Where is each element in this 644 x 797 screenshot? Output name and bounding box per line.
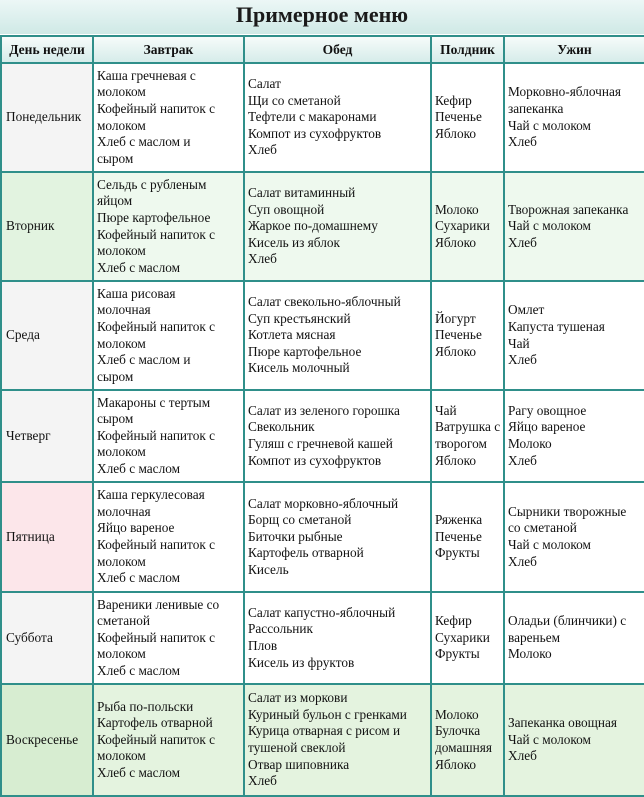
menu-item: Хлеб с маслом <box>97 662 181 678</box>
menu-item: Ватрушка с <box>435 419 500 435</box>
table-row <box>1 390 644 482</box>
menu-item: Кофейный напиток с <box>97 629 216 645</box>
menu-item: Салат из моркови <box>248 690 348 706</box>
menu-item: яйцом <box>97 193 133 209</box>
day-cell: Пятница <box>1 482 93 592</box>
menu-item: молоком <box>97 748 146 764</box>
menu-item: Хлеб <box>248 251 277 267</box>
menu-item: Салат <box>248 76 281 92</box>
menu-item: Куриный бульон с гренками <box>248 706 407 722</box>
day-cell: Вторник <box>1 172 93 281</box>
snack-cell <box>431 684 504 796</box>
menu-item: Сельдь с рубленым <box>97 176 207 192</box>
menu-item: Суп овощной <box>248 201 325 217</box>
breakfast-cell <box>93 592 244 684</box>
menu-item: Плов <box>248 638 278 653</box>
menu-item: Яблоко <box>435 125 477 141</box>
menu-item: Сухарики <box>435 629 490 645</box>
menu-item: Печенье <box>435 327 482 343</box>
menu-item: Отвар шиповника <box>248 756 350 772</box>
menu-item: творогом <box>435 436 487 451</box>
menu-item: Жаркое по-домашнему <box>248 218 378 234</box>
menu-item: Хлеб <box>248 142 277 158</box>
snack-cell <box>431 592 504 684</box>
menu-item: Чай <box>508 335 530 351</box>
menu-item: Фрукты <box>435 646 480 662</box>
menu-item: Хлеб с маслом <box>97 259 181 275</box>
menu-item: Запеканка овощная <box>508 715 618 731</box>
menu-item: тушеной свеклой <box>248 740 346 755</box>
breakfast-cell <box>93 172 244 281</box>
menu-item: Кисель из яблок <box>248 234 340 250</box>
menu-item: Кисель молочный <box>248 360 350 376</box>
header-snack: Полдник <box>431 36 504 63</box>
day-cell: Суббота <box>1 592 93 684</box>
day-cell: Среда <box>1 281 93 390</box>
menu-item: Яйцо вареное <box>97 520 175 536</box>
snack-cell <box>431 281 504 390</box>
menu-item: Яйцо вареное <box>508 419 586 435</box>
day-cell: Четверг <box>1 390 93 482</box>
menu-item: Каша рисовая <box>97 285 176 301</box>
menu-item: Тефтели с макаронами <box>248 109 377 125</box>
breakfast-cell <box>93 63 244 172</box>
table-row <box>1 482 644 592</box>
menu-item: Фрукты <box>435 545 480 561</box>
menu-item: молоком <box>97 243 146 259</box>
menu-item: молоком <box>97 444 146 460</box>
dinner-cell <box>504 684 644 796</box>
menu-item: Кофейный напиток с <box>97 226 216 242</box>
menu-item: Кисель <box>248 561 289 577</box>
day-cell: Понедельник <box>1 63 93 172</box>
menu-item: Кофейный напиток с <box>97 318 216 334</box>
menu-item: Рассольник <box>248 621 313 637</box>
menu-item: Булочка <box>435 723 481 739</box>
table-body <box>1 63 644 796</box>
menu-item: Хлеб <box>508 134 537 150</box>
table-row <box>1 592 644 684</box>
lunch-cell <box>244 684 431 796</box>
lunch-cell <box>244 592 431 684</box>
breakfast-cell <box>93 684 244 796</box>
lunch-cell <box>244 390 431 482</box>
table-header-row <box>1 36 644 63</box>
menu-item: Хлеб с маслом <box>97 460 181 476</box>
menu-item: Ряженка <box>435 512 483 528</box>
dinner-cell <box>504 592 644 684</box>
snack-cell <box>431 63 504 172</box>
header-day: День недели <box>1 36 93 63</box>
breakfast-cell <box>93 281 244 390</box>
menu-item: Молоко <box>508 646 552 662</box>
menu-item: домашняя <box>435 740 492 755</box>
menu-item: Яблоко <box>435 452 477 468</box>
menu-item: Хлеб с маслом <box>97 570 181 586</box>
lunch-cell <box>244 281 431 390</box>
menu-item: молоком <box>97 117 146 133</box>
menu-item: Морковно-яблочная <box>508 84 622 100</box>
menu-item: Хлеб <box>508 234 537 250</box>
menu-item: Кофейный напиток с <box>97 427 216 443</box>
menu-item: Чай с молоком <box>508 537 591 552</box>
menu-item: Кисель из фруктов <box>248 654 355 670</box>
menu-item: Свекольник <box>248 419 315 435</box>
menu-item: Оладьи (блинчики) с <box>508 613 627 629</box>
menu-item: Сырники творожные <box>508 503 627 519</box>
menu-item: Молоко <box>435 706 479 722</box>
menu-item: Чай с молоком <box>508 731 591 747</box>
menu-item: Хлеб <box>508 553 537 569</box>
menu-item: Яблоко <box>435 756 477 772</box>
menu-item: Салат свекольно-яблочный <box>248 294 401 310</box>
dinner-cell <box>504 172 644 281</box>
menu-item: сметаной <box>97 613 150 629</box>
breakfast-cell <box>93 482 244 592</box>
header-lunch: Обед <box>244 36 431 63</box>
menu-item: Суп крестьянский <box>248 310 351 326</box>
menu-item: Компот из сухофруктов <box>248 125 382 141</box>
snack-cell <box>431 390 504 482</box>
menu-item: молоком <box>97 553 146 569</box>
menu-item: Чай с молоком <box>508 117 591 133</box>
menu-item: Картофель отварной <box>248 545 364 561</box>
header-breakfast: Завтрак <box>93 36 244 63</box>
menu-item: Каша геркулесовая <box>97 487 205 503</box>
menu-item: Вареники ленивые со <box>97 596 220 612</box>
header-dinner: Ужин <box>504 36 644 63</box>
menu-item: Щи со сметаной <box>248 92 341 108</box>
menu-item: сыром <box>97 150 134 166</box>
menu-item: молоком <box>97 84 146 100</box>
menu-item: Кофейный напиток с <box>97 537 216 552</box>
menu-item: Кефир <box>435 613 472 629</box>
dinner-cell <box>504 63 644 172</box>
menu-item: Курица отварная с рисом и <box>248 723 401 739</box>
menu-item: Печенье <box>435 528 482 544</box>
menu-item: Хлеб <box>508 748 537 764</box>
menu-item: Салат капустно-яблочный <box>248 604 396 620</box>
day-cell: Воскресенье <box>1 684 93 796</box>
menu-item: Салат витаминный <box>248 185 356 201</box>
menu-item: Сухарики <box>435 218 490 234</box>
menu-item: Биточки рыбные <box>248 528 343 544</box>
menu-item: молочная <box>97 503 151 519</box>
lunch-cell <box>244 172 431 281</box>
menu-item: Салат из зеленого горошка <box>248 402 400 418</box>
menu-table <box>0 35 644 797</box>
menu-item: Хлеб <box>508 352 537 368</box>
table-row <box>1 63 644 172</box>
menu-item: Хлеб <box>508 452 537 468</box>
menu-item: Рыба по-польски <box>97 698 194 714</box>
menu-item: Кофейный напиток с <box>97 731 216 747</box>
table-row <box>1 281 644 390</box>
menu-item: сыром <box>97 411 134 427</box>
menu-item: Макароны с тертым <box>97 394 211 410</box>
breakfast-cell <box>93 390 244 482</box>
snack-cell <box>431 172 504 281</box>
menu-item: молоком <box>97 646 146 662</box>
lunch-cell <box>244 482 431 592</box>
menu-item: Хлеб с маслом <box>97 764 181 780</box>
dinner-cell <box>504 390 644 482</box>
menu-item: Пюре картофельное <box>248 343 362 359</box>
lunch-cell <box>244 63 431 172</box>
table-row <box>1 172 644 281</box>
menu-item: Борщ со сметаной <box>248 512 352 528</box>
menu-item: Гуляш с гречневой кашей <box>248 436 393 451</box>
menu-item: вареньем <box>508 629 561 645</box>
menu-item: запеканка <box>508 100 564 116</box>
menu-item: Рагу овощное <box>508 402 587 418</box>
menu-item: Хлеб <box>248 773 277 789</box>
menu-item: Салат морковно-яблочный <box>248 495 399 511</box>
snack-cell <box>431 482 504 592</box>
page-title: Примерное меню <box>0 0 644 34</box>
menu-item: Котлета мясная <box>248 327 336 343</box>
menu-item: Хлеб с маслом и <box>97 134 191 150</box>
table-row <box>1 684 644 796</box>
menu-item: молоком <box>97 335 146 351</box>
menu-item: со сметаной <box>508 520 577 536</box>
dinner-cell <box>504 281 644 390</box>
menu-item: Пюре картофельное <box>97 209 211 225</box>
menu-item: Каша гречневая с <box>97 67 196 83</box>
menu-item: Компот из сухофруктов <box>248 452 382 468</box>
menu-item: Омлет <box>508 302 545 318</box>
menu-item: Хлеб с маслом и <box>97 352 191 368</box>
menu-item: Кофейный напиток с <box>97 100 216 116</box>
menu-item: Молоко <box>435 201 479 217</box>
menu-item: сыром <box>97 368 134 384</box>
menu-item: Чай с молоком <box>508 218 591 234</box>
menu-item: Капуста тушеная <box>508 318 605 334</box>
menu-item: Картофель отварной <box>97 715 213 731</box>
menu-item: Печенье <box>435 109 482 125</box>
menu-item: Творожная запеканка <box>508 201 629 217</box>
menu-item: Кефир <box>435 92 472 108</box>
menu-item: Молоко <box>508 436 552 451</box>
menu-item: Яблоко <box>435 234 477 250</box>
menu-item: молочная <box>97 302 151 318</box>
menu-item: Яблоко <box>435 343 477 359</box>
menu-item: Йогурт <box>435 310 476 326</box>
menu-item: Чай <box>435 402 457 418</box>
dinner-cell <box>504 482 644 592</box>
